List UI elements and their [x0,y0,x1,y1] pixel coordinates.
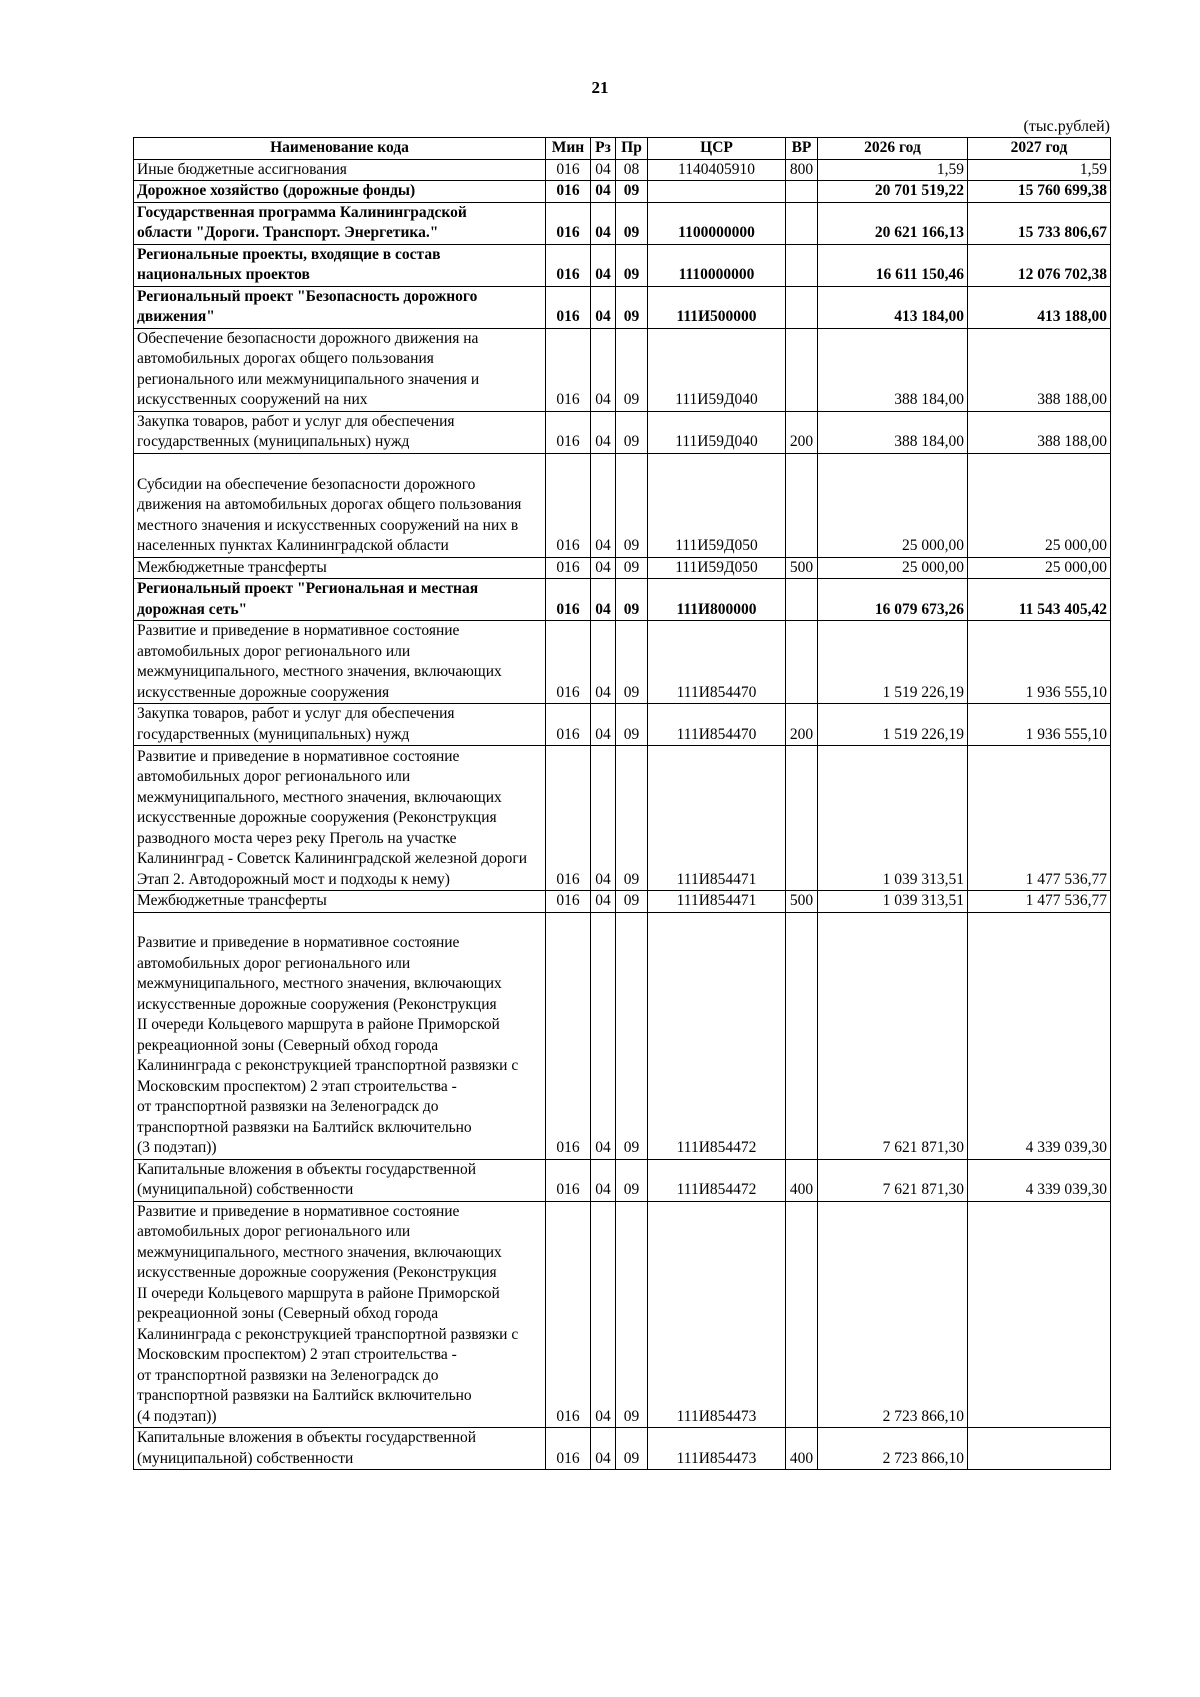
row-csr: 111И59Д050 [648,557,786,579]
row-pr: 09 [616,1428,648,1470]
row-name: Иные бюджетные ассигнования [134,159,546,181]
row-value-2027: 388 188,00 [968,328,1111,411]
row-value-2027: 25 000,00 [968,453,1111,557]
row-csr: 111И59Д040 [648,411,786,453]
row-rz: 04 [591,411,616,453]
row-value-2026: 7 621 871,30 [818,912,968,1159]
row-name: Региональные проекты, входящие в состав национальных проектов [134,244,546,286]
row-min: 016 [546,286,591,328]
row-min: 016 [546,202,591,244]
header-min: Мин [546,138,591,160]
table-row [134,704,1111,746]
row-pr: 09 [616,621,648,704]
row-name: Закупка товаров, работ и услуг для обеспечения государственных (муниципальных) нужд [134,704,546,746]
row-pr: 09 [616,746,648,891]
row-csr: 111И854473 [648,1201,786,1428]
table-row [134,746,1111,891]
row-rz: 04 [591,912,616,1159]
row-value-2027 [968,1201,1111,1428]
row-csr: 1110000000 [648,244,786,286]
row-rz: 04 [591,159,616,181]
row-rz: 04 [591,621,616,704]
row-vr: 500 [786,557,818,579]
row-rz: 04 [591,746,616,891]
row-pr: 09 [616,181,648,203]
table-row [134,1159,1111,1201]
row-pr: 09 [616,579,648,621]
row-value-2026: 16 079 673,26 [818,579,968,621]
row-value-2027: 1 936 555,10 [968,621,1111,704]
row-name: Субсидии на обеспечение безопасности дорожного движения на автомобильных дорогах общего пользования местного значения и искусственных сооружений на них в населенных пунктах Калининградской области [134,453,546,557]
row-pr: 09 [616,411,648,453]
row-min: 016 [546,579,591,621]
row-name: Обеспечение безопасности дорожного движения на автомобильных дорогах общего пользования регионального или межмуниципального значения и искусственных сооружений на них [134,328,546,411]
header-name: Наименование кода [134,138,546,160]
row-pr: 09 [616,286,648,328]
row-value-2027: 388 188,00 [968,411,1111,453]
row-pr: 09 [616,328,648,411]
row-vr [786,181,818,203]
row-csr: 111И854471 [648,746,786,891]
row-pr: 09 [616,1201,648,1428]
row-name: Капитальные вложения в объекты государственной (муниципальной) собственности [134,1428,546,1470]
row-value-2026: 20 621 166,13 [818,202,968,244]
row-csr: 111И854470 [648,704,786,746]
row-csr: 111И500000 [648,286,786,328]
row-rz: 04 [591,453,616,557]
row-rz: 04 [591,202,616,244]
units-label: (тыс.рублей) [1023,118,1110,135]
row-vr [786,328,818,411]
row-value-2026: 413 184,00 [818,286,968,328]
row-rz: 04 [591,328,616,411]
row-value-2027: 15 760 699,38 [968,181,1111,203]
row-name: Развитие и приведение в нормативное состояние автомобильных дорог регионального или межмуниципального, местного значения, включающих искусственные дорожные сооружения (Реконструкция разводного моста через реку Преголь на участке Калининград - Советск Калининградской железной дороги Этап 2. Автодорожный мост и подходы к нему) [134,746,546,891]
header-rz: Рз [591,138,616,160]
row-rz: 04 [591,286,616,328]
row-value-2027: 1 477 536,77 [968,891,1111,913]
row-csr [648,181,786,203]
row-name: Капитальные вложения в объекты государственной (муниципальной) собственности [134,1159,546,1201]
row-value-2026: 1 039 313,51 [818,746,968,891]
row-value-2026: 1 519 226,19 [818,704,968,746]
row-csr: 111И854472 [648,1159,786,1201]
row-vr [786,621,818,704]
row-value-2026: 2 723 866,10 [818,1428,968,1470]
row-csr: 111И854473 [648,1428,786,1470]
row-name: Дорожное хозяйство (дорожные фонды) [134,181,546,203]
row-vr [786,202,818,244]
row-csr: 1140405910 [648,159,786,181]
row-value-2026: 1 519 226,19 [818,621,968,704]
row-value-2026: 1,59 [818,159,968,181]
row-pr: 08 [616,159,648,181]
row-min: 016 [546,1428,591,1470]
row-min: 016 [546,557,591,579]
row-value-2026: 25 000,00 [818,453,968,557]
row-min: 016 [546,181,591,203]
row-pr: 09 [616,202,648,244]
row-csr: 1100000000 [648,202,786,244]
row-name: Межбюджетные трансферты [134,891,546,913]
row-min: 016 [546,244,591,286]
header-csr: ЦСР [648,138,786,160]
row-min: 016 [546,328,591,411]
header-pr: Пр [616,138,648,160]
row-vr [786,1201,818,1428]
row-name: Развитие и приведение в нормативное состояние автомобильных дорог регионального или межмуниципального, местного значения, включающих искусственные дорожные сооружения (Реконструкция II очереди Кольцевого маршрута в районе Приморской рекреационной зоны (Северный обход города Калининграда с реконструкцией транспортной развязки с Московским проспектом) 2 этап строительства - от транспортной развязки на Зеленоградск до транспортной развязки на Балтийск включительно (4 подэтап)) [134,1201,546,1428]
row-min: 016 [546,912,591,1159]
table-row [134,328,1111,411]
row-vr: 800 [786,159,818,181]
row-pr: 09 [616,557,648,579]
row-rz: 04 [591,244,616,286]
row-value-2027: 25 000,00 [968,557,1111,579]
table-row [134,159,1111,181]
row-name: Развитие и приведение в нормативное состояние автомобильных дорог регионального или межмуниципального, местного значения, включающих искусственные дорожные сооружения (Реконструкция II очереди Кольцевого маршрута в районе Приморской рекреационной зоны (Северный обход города Калининграда с реконструкцией транспортной развязки с Московским проспектом) 2 этап строительства - от транспортной развязки на Зеленоградск до транспортной развязки на Балтийск включительно (3 подэтап)) [134,912,546,1159]
row-value-2026: 2 723 866,10 [818,1201,968,1428]
row-name: Региональный проект "Безопасность дорожного движения" [134,286,546,328]
row-rz: 04 [591,181,616,203]
row-value-2027: 1 936 555,10 [968,704,1111,746]
row-rz: 04 [591,1159,616,1201]
row-value-2026: 7 621 871,30 [818,1159,968,1201]
header-vr: ВР [786,138,818,160]
row-csr: 111И854472 [648,912,786,1159]
row-value-2027: 15 733 806,67 [968,202,1111,244]
row-value-2027: 4 339 039,30 [968,1159,1111,1201]
row-vr [786,286,818,328]
row-min: 016 [546,453,591,557]
row-value-2027: 1,59 [968,159,1111,181]
row-value-2026: 25 000,00 [818,557,968,579]
header-2027: 2027 год [968,138,1111,160]
table-row [134,621,1111,704]
row-rz: 04 [591,1201,616,1428]
row-pr: 09 [616,453,648,557]
table-row [134,244,1111,286]
row-min: 016 [546,746,591,891]
row-rz: 04 [591,704,616,746]
row-rz: 04 [591,557,616,579]
row-value-2027: 1 477 536,77 [968,746,1111,891]
row-value-2027: 11 543 405,42 [968,579,1111,621]
table-row [134,181,1111,203]
row-csr: 111И854471 [648,891,786,913]
row-value-2026: 388 184,00 [818,328,968,411]
table-row [134,411,1111,453]
row-vr [786,912,818,1159]
row-value-2027: 413 188,00 [968,286,1111,328]
row-vr [786,453,818,557]
row-vr [786,746,818,891]
header-2026: 2026 год [818,138,968,160]
row-name: Развитие и приведение в нормативное состояние автомобильных дорог регионального или межмуниципального, местного значения, включающих искусственные дорожные сооружения [134,621,546,704]
row-value-2027: 12 076 702,38 [968,244,1111,286]
table-row [134,202,1111,244]
row-csr: 111И854470 [648,621,786,704]
row-pr: 09 [616,1159,648,1201]
table-row [134,1428,1111,1470]
row-csr: 111И59Д050 [648,453,786,557]
row-value-2027 [968,1428,1111,1470]
table-row [134,286,1111,328]
row-rz: 04 [591,579,616,621]
table-header-row [134,138,1111,160]
row-value-2026: 1 039 313,51 [818,891,968,913]
table-row [134,557,1111,579]
row-value-2026: 16 611 150,46 [818,244,968,286]
row-vr: 500 [786,891,818,913]
row-name: Государственная программа Калининградской области "Дороги. Транспорт. Энергетика." [134,202,546,244]
row-pr: 09 [616,704,648,746]
row-rz: 04 [591,1428,616,1470]
row-csr: 111И59Д040 [648,328,786,411]
row-value-2027: 4 339 039,30 [968,912,1111,1159]
row-min: 016 [546,1159,591,1201]
row-vr: 400 [786,1159,818,1201]
row-min: 016 [546,1201,591,1428]
row-vr: 200 [786,704,818,746]
row-min: 016 [546,411,591,453]
table-row [134,579,1111,621]
row-value-2026: 388 184,00 [818,411,968,453]
row-csr: 111И800000 [648,579,786,621]
row-min: 016 [546,891,591,913]
row-vr: 400 [786,1428,818,1470]
page-number: 21 [591,78,609,97]
table-row [134,891,1111,913]
row-pr: 09 [616,912,648,1159]
row-rz: 04 [591,891,616,913]
row-name: Закупка товаров, работ и услуг для обеспечения государственных (муниципальных) нужд [134,411,546,453]
table-row [134,453,1111,557]
row-min: 016 [546,704,591,746]
row-pr: 09 [616,891,648,913]
row-name: Межбюджетные трансферты [134,557,546,579]
row-min: 016 [546,621,591,704]
row-value-2026: 20 701 519,22 [818,181,968,203]
row-vr [786,579,818,621]
row-vr: 200 [786,411,818,453]
table-row [134,912,1111,1159]
row-vr [786,244,818,286]
row-pr: 09 [616,244,648,286]
table-row [134,1201,1111,1428]
row-name: Региональный проект "Региональная и местная дорожная сеть" [134,579,546,621]
row-min: 016 [546,159,591,181]
budget-table [133,137,1111,1470]
